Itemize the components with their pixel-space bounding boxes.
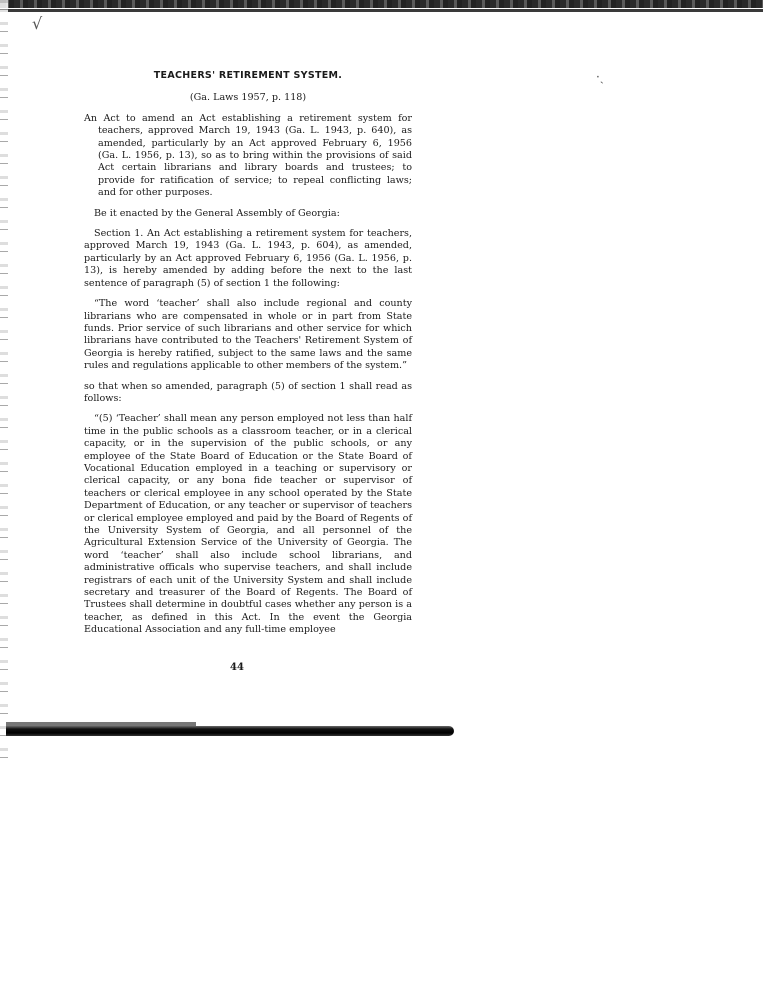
scan-speck-icon: ‧ˎ: [596, 70, 604, 84]
act-description: An Act to amend an Act establishing a retirement system for teachers, approved March 19, 1943 (Ga. L. 1943, p. 640), as amended, particularly by an Act approved February 6, 1956 (Ga. L. 1956, p. 13), so as to bring within the provisions of said Act certain librarians and library boards and trustees; to provide for ratification of service; to repeal conflicting laws; and for other purposes.: [84, 112, 412, 199]
law-citation: (Ga. Laws 1957, p. 118): [189, 92, 307, 104]
scan-bottom-bar: [6, 726, 454, 736]
paragraph-5-quote: “(5) ‘Teacher’ shall mean any person employed not less than half time in the public schools as a classroom teacher, or in a clerical capacity, or in the supervision of the public schools, or any employee of the State Board of Education or the State Board of Vocational Education employed in a teaching or supervisory or clerical capacity, or any bona fide teacher or supervisor of teachers or clerical employee in any school operated by the State Department of Education, or any teacher or supervisor of teachers or clerical employee employed and paid by the Board of Regents of the University System of Georgia, and all personnel of the Agricultural Extension Service of the University of Georgia. The word ‘teacher’ shall also include school librarians, and administrative officals who supervise teachers, and shall include registrars of each unit of the University System and shall include secretary and treasurer of the Board of Regents. The Board of Trustees shall determine in doubtful cases whether any person is a teacher, as defined in this Act. In the event the Georgia Educational Association and any full-time employee: [84, 413, 412, 636]
scan-left-edge: [0, 0, 8, 760]
scan-top-border: [0, 0, 763, 8]
transition-paragraph: so that when so amended, paragraph (5) of section 1 shall read as follows:: [84, 380, 412, 404]
document-page: [84, 70, 412, 645]
check-mark-icon: √: [32, 14, 43, 33]
page-number: 44: [230, 662, 244, 673]
section-1-paragraph: Section 1. An Act establishing a retirement system for teachers, approved March 19, 1943 (Ga. L. 1943, p. 604), as amended, particularly by an Act approved February 6, 1956 (Ga. L. 1956, p. 13), is hereby amended by adding before the next to the last sentence of paragraph (5) of section 1 the following:: [84, 228, 412, 289]
scan-top-rule: [0, 9, 763, 12]
amendment-quote: “The word ‘teacher’ shall also include regional and county librarians who are compensated in whole or in part from State funds. Prior service of such librarians and other service for which librarians have contributed to the Teachers' Retirement System of Georgia is hereby ratified, subject to the same laws and the same rules and regulations applicable to other members of the system.”: [84, 298, 412, 372]
enacting-clause: Be it enacted by the General Assembly of Georgia:: [94, 207, 340, 219]
page-title: TEACHERS' RETIREMENT SYSTEM.: [153, 70, 343, 81]
